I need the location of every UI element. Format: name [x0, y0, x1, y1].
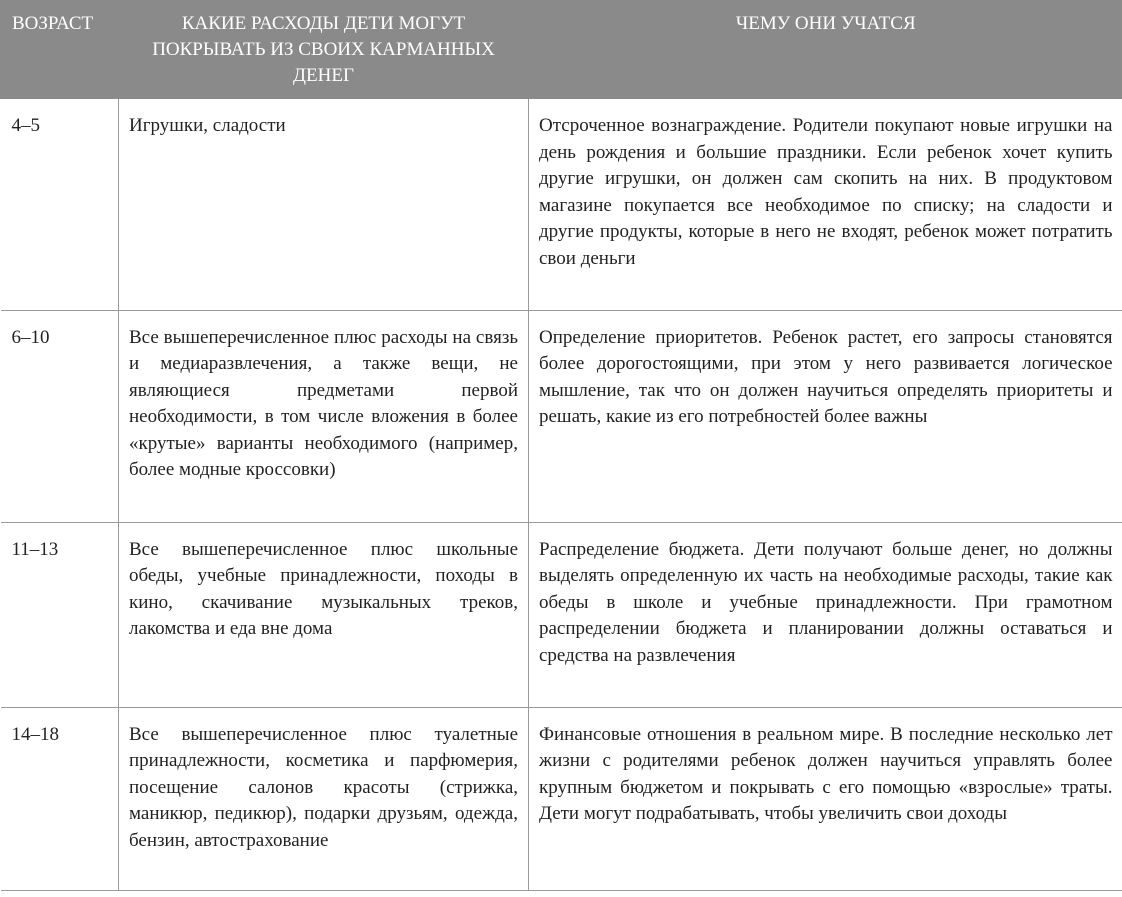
cell-learning: Финансовые отношения в реальном мире. В последние несколько лет жизни с родителями ребенок должен научиться управлять более крупным бюджетом и покрывать с его помощью «взрослые» траты. Дети могут подрабатывать, чтобы увеличить свои доходы	[529, 707, 1122, 890]
cell-learning: Определение приоритетов. Ребенок растет, его запросы становятся более дорогостоящими, при этом у него развивается логическое мышление, так что он должен научиться определять приоритеты и решать, какие из его потребностей более важны	[529, 310, 1122, 522]
cell-learning: Распределение бюджета. Дети получают больше денег, но должны выделять определенную их часть на необходимые расходы, такие как обеды в школе и учебные принадлежности. При грамотном распределении бюджета и планировании должны оставаться и средства на развлечения	[529, 522, 1122, 707]
cell-expenses: Все вышеперечисленное плюс туалетные принадлежности, косметика и парфюмерия, посещение салонов красоты (стрижка, маникюр, педикюр), подарки друзьям, одежда, бензин, автострахование	[119, 707, 529, 890]
header-row	[1, 0, 1122, 99]
cell-expenses: Все вышеперечисленное плюс школьные обеды, учебные принадлежности, походы в кино, скачивание музыкальных треков, лакомства и еда вне дома	[119, 522, 529, 707]
header-learning: ЧЕМУ ОНИ УЧАТСЯ	[529, 0, 1122, 99]
header-expenses: КАКИЕ РАСХОДЫ ДЕТИ МОГУТ ПОКРЫВАТЬ ИЗ СВОИХ КАРМАННЫХ ДЕНЕГ	[119, 0, 529, 99]
table-row	[1, 522, 1122, 707]
table-header	[1, 0, 1122, 99]
cell-expenses: Игрушки, сладости	[119, 99, 529, 310]
cell-learning: Отсроченное вознаграждение. Родители покупают новые игрушки на день рождения и большие праздники. Если ребенок хочет купить другие игрушки, он должен сам скопить на них. В продуктовом магазине покупается все необходимое по списку; на сладости и другие продукты, которые в него не входят, ребенок может потратить свои деньги	[529, 99, 1122, 310]
cell-age: 11–13	[1, 522, 119, 707]
table-row	[1, 99, 1122, 310]
table-body	[1, 99, 1122, 890]
cell-age: 4–5	[1, 99, 119, 310]
header-age: ВОЗРАСТ	[1, 0, 119, 99]
cell-expenses: Все вышеперечисленное плюс расходы на связь и медиаразвлечения, а также вещи, не являющиеся предметами первой необходимости, в том числе вложения в более «крутые» варианты необходимого (например, более модные кроссовки)	[119, 310, 529, 522]
table-row	[1, 707, 1122, 890]
cell-age: 6–10	[1, 310, 119, 522]
table-row	[1, 310, 1122, 522]
cell-age: 14–18	[1, 707, 119, 890]
